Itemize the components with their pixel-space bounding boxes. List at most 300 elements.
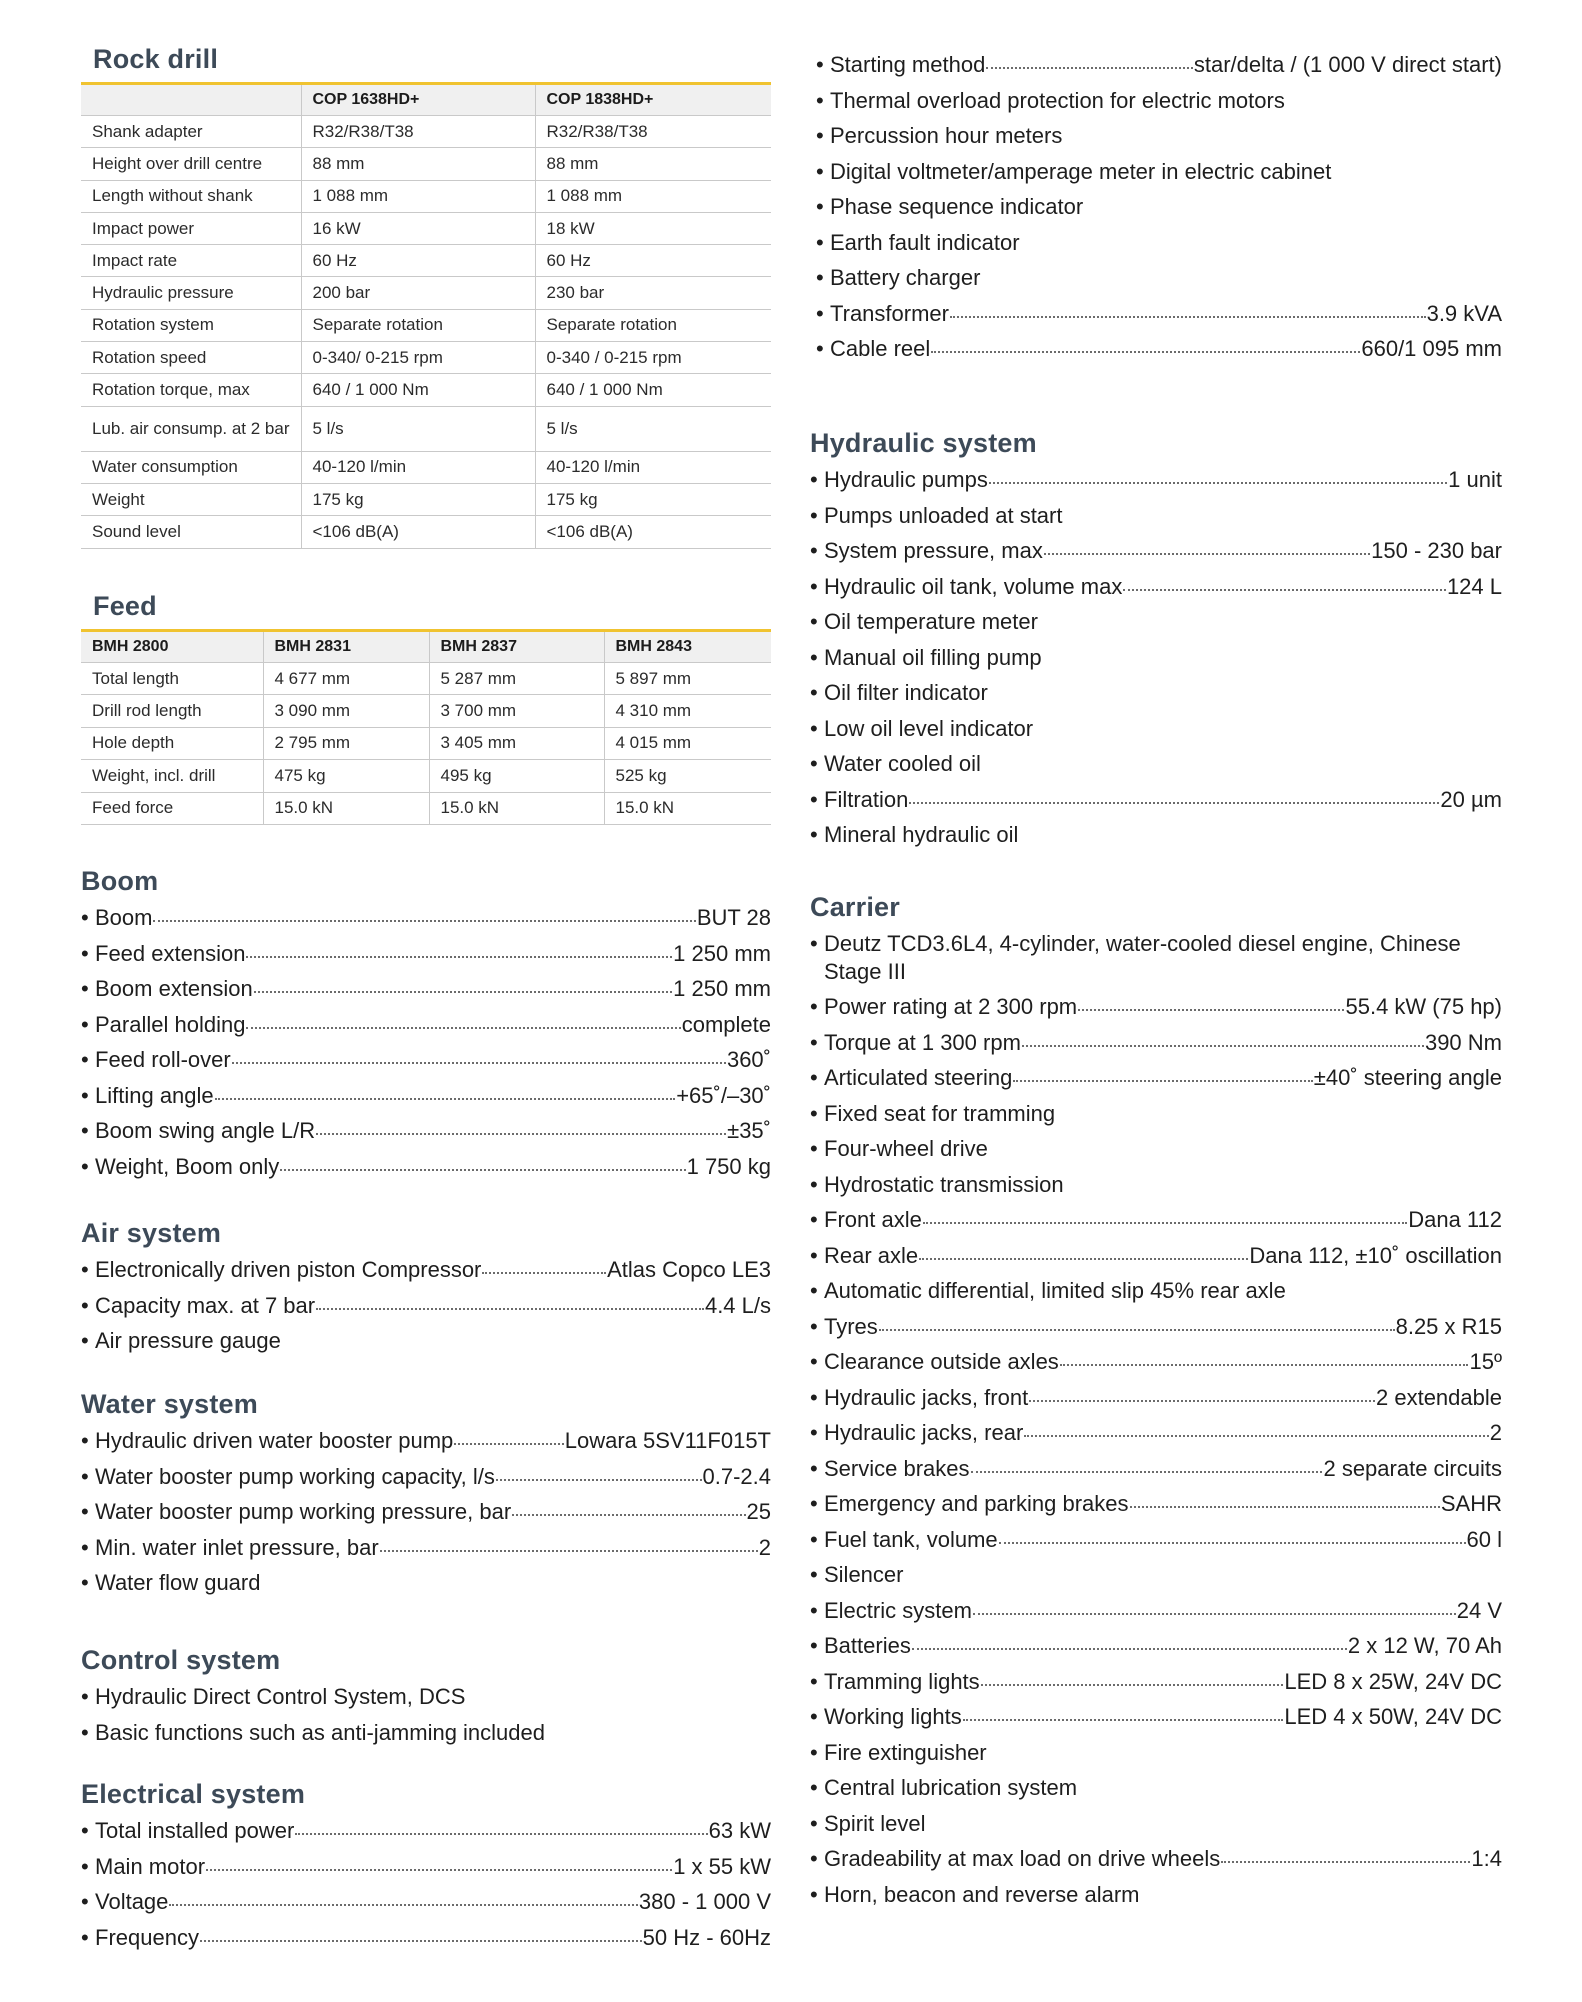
list-item <box>810 746 1502 782</box>
item-label: Hydraulic Direct Control System, DCS <box>95 1684 466 1709</box>
item-value: 2 x 12 W, 70 Ah <box>1347 1633 1502 1658</box>
item-label: Filtration <box>824 786 909 812</box>
item-label: Feed roll-over <box>95 1047 231 1072</box>
bullet-icon: • <box>810 609 818 634</box>
item-label: Voltage <box>95 1889 169 1914</box>
leader-dots <box>512 1514 745 1516</box>
cell-value: Separate rotation <box>535 309 771 341</box>
item-value: 1:4 <box>1471 1846 1502 1871</box>
item-label: Total installed power <box>95 1818 295 1843</box>
item-value: +65˚/–30˚ <box>676 1082 771 1108</box>
cell-value: 3 090 mm <box>263 695 429 727</box>
item-value: 20 µm <box>1440 786 1502 812</box>
bullet-icon: • <box>810 1065 818 1090</box>
list-item <box>816 296 1502 332</box>
item-label: Air pressure gauge <box>95 1328 281 1353</box>
list-item <box>81 1078 771 1114</box>
list-item <box>810 1380 1502 1416</box>
cell-value: 5 l/s <box>535 406 771 451</box>
bullet-icon: • <box>810 1278 818 1303</box>
row-label: Hole depth <box>81 727 263 759</box>
item-label: Hydraulic oil tank, volume max <box>824 573 1123 599</box>
list-item <box>810 640 1502 676</box>
list-item <box>810 817 1502 853</box>
leader-dots <box>1029 1400 1375 1402</box>
leader-dots <box>981 1684 1284 1686</box>
electrical-system-list <box>81 1813 771 1955</box>
list-item <box>810 926 1502 989</box>
leader-dots <box>1022 1045 1424 1047</box>
list-item <box>81 1459 771 1495</box>
list-item <box>810 1628 1502 1664</box>
bullet-icon: • <box>81 1499 89 1524</box>
leader-dots <box>200 1940 642 1942</box>
table-row <box>81 245 771 277</box>
leader-dots <box>973 1613 1456 1615</box>
list-item <box>81 1007 771 1043</box>
list-item <box>81 1252 771 1288</box>
bullet-icon: • <box>810 573 818 599</box>
column-header: BMH 2831 <box>263 631 429 663</box>
bullet-icon: • <box>81 1684 89 1709</box>
list-item <box>81 1288 771 1324</box>
item-label: Phase sequence indicator <box>830 194 1084 219</box>
cell-value: 200 bar <box>301 277 535 309</box>
leader-dots <box>280 1169 685 1171</box>
item-value: 50 Hz - 60Hz <box>642 1924 771 1950</box>
bullet-icon: • <box>810 1668 818 1694</box>
item-label: Digital voltmeter/amperage meter in electric cabinet <box>830 158 1332 184</box>
leader-dots <box>295 1833 707 1835</box>
bullet-icon: • <box>81 1463 89 1489</box>
item-label: Clearance outside axles <box>824 1349 1059 1374</box>
leader-dots <box>1123 589 1446 591</box>
leader-dots <box>989 482 1447 484</box>
cell-value: 3 405 mm <box>429 727 604 759</box>
bullet-icon: • <box>810 1171 818 1197</box>
bullet-icon: • <box>81 1011 89 1037</box>
air-system-list <box>81 1252 771 1359</box>
list-item <box>810 1664 1502 1700</box>
table-header-row <box>81 84 771 116</box>
leader-dots <box>971 1471 1323 1473</box>
item-value: 8.25 x R15 <box>1395 1313 1502 1339</box>
cell-value: 4 677 mm <box>263 663 429 695</box>
carrier-list <box>810 926 1502 1912</box>
item-label: Central lubrication system <box>824 1775 1078 1800</box>
item-label: Deutz TCD3.6L4, 4-cylinder, water-cooled diesel engine, Chinese Stage III <box>824 931 1461 984</box>
cell-value: 15.0 kN <box>429 792 604 824</box>
item-label: Water booster pump working capacity, l/s <box>95 1463 495 1489</box>
bullet-icon: • <box>81 1818 89 1843</box>
list-item <box>810 675 1502 711</box>
leader-dots <box>380 1550 758 1552</box>
table-header-row <box>81 631 771 663</box>
leader-dots <box>950 316 1426 318</box>
bullet-icon: • <box>81 1328 89 1353</box>
column-header: BMH 2837 <box>429 631 604 663</box>
item-value: 380 - 1 000 V <box>638 1889 771 1914</box>
item-value: Lowara 5SV11F015T <box>564 1428 771 1453</box>
hydraulic-system-list <box>810 462 1502 853</box>
bullet-icon: • <box>810 680 818 705</box>
list-item <box>810 498 1502 534</box>
list-item <box>810 1451 1502 1487</box>
list-item <box>810 1344 1502 1380</box>
row-label: Weight, incl. drill <box>81 760 263 792</box>
leader-dots <box>316 1308 704 1310</box>
item-value: ±35˚ <box>727 1118 771 1143</box>
list-item <box>810 1770 1502 1806</box>
row-label: Feed force <box>81 792 263 824</box>
leader-dots <box>206 1869 672 1871</box>
row-label: Length without shank <box>81 180 301 212</box>
table-row <box>81 451 771 483</box>
hydraulic-system-title: Hydraulic system <box>810 428 1037 458</box>
bullet-icon: • <box>81 1570 89 1595</box>
item-label: Tramming lights <box>824 1668 980 1694</box>
item-label: Spirit level <box>824 1810 926 1836</box>
list-item <box>816 118 1502 154</box>
item-label: Water flow guard <box>95 1570 261 1595</box>
row-label: Shank adapter <box>81 116 301 148</box>
item-label: Four-wheel drive <box>824 1136 988 1161</box>
bullet-icon: • <box>810 1455 818 1481</box>
item-label: Emergency and parking brakes <box>824 1491 1129 1516</box>
list-item <box>810 711 1502 747</box>
list-item <box>816 154 1502 190</box>
leader-dots <box>1013 1080 1312 1082</box>
item-label: Front axle <box>824 1207 922 1232</box>
cell-value: 495 kg <box>429 760 604 792</box>
cell-value: 60 Hz <box>535 245 771 277</box>
row-label: Weight <box>81 483 301 515</box>
bullet-icon: • <box>810 467 818 492</box>
bullet-icon: • <box>810 1207 818 1232</box>
row-label: Sound level <box>81 516 301 548</box>
bullet-icon: • <box>816 52 824 77</box>
list-item <box>81 1679 771 1715</box>
bullet-icon: • <box>810 822 818 847</box>
list-item <box>810 1486 1502 1522</box>
item-label: Oil filter indicator <box>824 680 988 705</box>
item-label: Tyres <box>824 1313 878 1339</box>
cell-value: 1 088 mm <box>535 180 771 212</box>
leader-dots <box>1024 1435 1488 1437</box>
item-label: Service brakes <box>824 1455 970 1481</box>
item-label: Horn, beacon and reverse alarm <box>824 1881 1140 1907</box>
list-item <box>810 1699 1502 1735</box>
bullet-icon: • <box>810 1242 818 1268</box>
item-label: Fuel tank, volume <box>824 1526 998 1552</box>
leader-dots <box>496 1479 702 1481</box>
cell-value: 15.0 kN <box>604 792 771 824</box>
leader-dots <box>1130 1506 1440 1508</box>
table-row <box>81 516 771 548</box>
leader-dots <box>963 1719 1284 1721</box>
item-value: ±40˚ steering angle <box>1313 1065 1502 1090</box>
bullet-icon: • <box>810 1846 818 1871</box>
bullet-icon: • <box>810 1029 818 1055</box>
column-header: BMH 2800 <box>81 631 263 663</box>
row-label: Drill rod length <box>81 695 263 727</box>
item-value: 150 - 230 bar <box>1371 538 1502 563</box>
item-label: Working lights <box>824 1704 962 1729</box>
cell-value: 525 kg <box>604 760 771 792</box>
bullet-icon: • <box>81 1428 89 1453</box>
list-item <box>810 782 1502 818</box>
list-item <box>810 1131 1502 1167</box>
list-item <box>81 1149 771 1185</box>
bullet-icon: • <box>81 1118 89 1143</box>
list-item <box>810 533 1502 569</box>
cell-value: 40-120 l/min <box>535 451 771 483</box>
cell-value: <106 dB(A) <box>535 516 771 548</box>
cell-value: R32/R38/T38 <box>535 116 771 148</box>
table-row <box>81 663 771 695</box>
item-value: BUT 28 <box>696 905 771 930</box>
list-item <box>810 1557 1502 1593</box>
leader-dots <box>1078 1009 1344 1011</box>
item-label: Hydraulic pumps <box>824 467 988 492</box>
item-label: Rear axle <box>824 1242 919 1268</box>
cell-value: 3 700 mm <box>429 695 604 727</box>
bullet-icon: • <box>81 1257 89 1282</box>
list-item <box>81 1849 771 1885</box>
cell-value: 60 Hz <box>301 245 535 277</box>
item-label: Frequency <box>95 1924 199 1950</box>
list-item <box>810 1415 1502 1451</box>
row-label: Impact power <box>81 212 301 244</box>
feed-title: Feed <box>93 591 157 621</box>
bullet-icon: • <box>816 300 824 326</box>
bullet-icon: • <box>816 87 824 113</box>
list-item <box>810 1841 1502 1877</box>
item-label: Manual oil filling pump <box>824 644 1042 670</box>
row-label: Rotation system <box>81 309 301 341</box>
bullet-icon: • <box>810 1384 818 1410</box>
item-value: 360˚ <box>726 1047 771 1072</box>
table-row <box>81 374 771 406</box>
item-value: 3.9 kVA <box>1426 300 1502 326</box>
table-row <box>81 727 771 759</box>
cell-value: 175 kg <box>535 483 771 515</box>
list-item <box>810 1060 1502 1096</box>
table-row <box>81 277 771 309</box>
item-label: Hydraulic driven water booster pump <box>95 1428 454 1453</box>
list-item <box>810 1096 1502 1132</box>
table-row <box>81 792 771 824</box>
leader-dots <box>999 1542 1466 1544</box>
bullet-icon: • <box>810 1491 818 1516</box>
item-value: LED 8 x 25W, 24V DC <box>1284 1668 1502 1694</box>
cell-value: 4 310 mm <box>604 695 771 727</box>
bullet-icon: • <box>816 194 824 219</box>
leader-dots <box>454 1443 563 1445</box>
table-row <box>81 309 771 341</box>
item-value: 1 750 kg <box>686 1153 771 1179</box>
list-item <box>81 1565 771 1601</box>
bullet-icon: • <box>810 1739 818 1765</box>
item-value: 1 unit <box>1448 467 1502 492</box>
water-system-title: Water system <box>81 1389 258 1419</box>
bullet-icon: • <box>81 1534 89 1560</box>
bullet-icon: • <box>810 1136 818 1161</box>
item-label: Lifting angle <box>95 1082 214 1108</box>
item-label: Fixed seat for tramming <box>824 1100 1056 1126</box>
item-label: Min. water inlet pressure, bar <box>95 1534 379 1560</box>
item-label: Boom <box>95 905 153 930</box>
leader-dots <box>923 1222 1407 1224</box>
list-item <box>816 225 1502 261</box>
table-row <box>81 116 771 148</box>
item-label: Electronically driven piston Compressor <box>95 1257 482 1282</box>
list-item <box>81 1813 771 1849</box>
item-value: 55.4 kW (75 hp) <box>1345 994 1502 1019</box>
column-header <box>81 84 301 116</box>
cell-value: 5 l/s <box>301 406 535 451</box>
table-row <box>81 406 771 451</box>
cell-value: 0-340/ 0-215 rpm <box>301 342 535 374</box>
item-label: Power rating at 2 300 rpm <box>824 994 1078 1019</box>
item-label: Oil temperature meter <box>824 609 1038 634</box>
table-row <box>81 212 771 244</box>
cell-value: 4 015 mm <box>604 727 771 759</box>
bullet-icon: • <box>810 994 818 1019</box>
leader-dots <box>912 1648 1347 1650</box>
bullet-icon: • <box>810 538 818 563</box>
bullet-icon: • <box>81 1853 89 1879</box>
list-item <box>81 1113 771 1149</box>
cell-value: 88 mm <box>535 148 771 180</box>
item-label: Hydraulic jacks, front <box>824 1384 1029 1410</box>
cell-value: 16 kW <box>301 212 535 244</box>
list-item <box>816 260 1502 296</box>
bullet-icon: • <box>810 1349 818 1374</box>
item-value: SAHR <box>1440 1491 1502 1516</box>
control-system-list <box>81 1679 771 1750</box>
item-label: Battery charger <box>830 265 981 290</box>
bullet-icon: • <box>810 1704 818 1729</box>
leader-dots <box>232 1062 726 1064</box>
item-label: Water booster pump working pressure, bar <box>95 1499 512 1524</box>
item-value: 1 x 55 kW <box>673 1853 771 1879</box>
item-label: Feed extension <box>95 940 246 966</box>
boom-title: Boom <box>81 866 159 896</box>
list-item <box>81 1715 771 1751</box>
item-value: Atlas Copco LE3 <box>607 1257 771 1282</box>
bullet-icon: • <box>81 1292 89 1318</box>
item-value: 2 <box>1489 1420 1502 1445</box>
list-item <box>810 1238 1502 1274</box>
boom-list <box>81 900 771 1184</box>
bullet-icon: • <box>816 123 824 148</box>
list-item <box>81 1323 771 1359</box>
bullet-icon: • <box>810 786 818 812</box>
item-label: Pumps unloaded at start <box>824 502 1063 528</box>
item-label: Hydraulic jacks, rear <box>824 1420 1024 1445</box>
cell-value: 2 795 mm <box>263 727 429 759</box>
item-label: Hydrostatic transmission <box>824 1171 1064 1197</box>
cell-value: 475 kg <box>263 760 429 792</box>
bullet-icon: • <box>81 976 89 1001</box>
bullet-icon: • <box>816 336 824 361</box>
bullet-icon: • <box>816 265 824 290</box>
item-value: complete <box>681 1011 771 1037</box>
list-item <box>81 936 771 972</box>
row-label: Total length <box>81 663 263 695</box>
bullet-icon: • <box>810 931 818 956</box>
item-value: Dana 112 <box>1408 1207 1502 1232</box>
leader-dots <box>246 1027 680 1029</box>
leader-dots <box>879 1329 1395 1331</box>
list-item <box>810 1025 1502 1061</box>
bullet-icon: • <box>810 1420 818 1445</box>
bullet-icon: • <box>810 1633 818 1658</box>
column-header: COP 1838HD+ <box>535 84 771 116</box>
cell-value: Separate rotation <box>301 309 535 341</box>
list-item <box>810 569 1502 605</box>
electrical-system-title: Electrical system <box>81 1779 306 1809</box>
item-label: Basic functions such as anti-jamming included <box>95 1719 546 1745</box>
item-label: Water cooled oil <box>824 751 981 776</box>
bullet-icon: • <box>810 1810 818 1836</box>
bullet-icon: • <box>810 1100 818 1126</box>
leader-dots <box>1221 1861 1470 1863</box>
list-item <box>810 1735 1502 1771</box>
item-label: Starting method <box>830 52 986 77</box>
item-value: 4.4 L/s <box>704 1292 771 1318</box>
leader-dots <box>919 1258 1248 1260</box>
bullet-icon: • <box>810 715 818 741</box>
item-label: Mineral hydraulic oil <box>824 822 1019 847</box>
leader-dots <box>316 1133 726 1135</box>
item-value: 390 Nm <box>1424 1029 1502 1055</box>
list-item <box>816 83 1502 119</box>
bullet-icon: • <box>810 1775 818 1800</box>
list-item <box>810 1167 1502 1203</box>
item-value: 24 V <box>1456 1597 1502 1623</box>
cell-value: 18 kW <box>535 212 771 244</box>
leader-dots <box>1044 553 1370 555</box>
item-value: 60 l <box>1466 1526 1502 1552</box>
list-item <box>810 989 1502 1025</box>
bullet-icon: • <box>810 1562 818 1587</box>
item-value: 124 L <box>1446 573 1502 599</box>
bullet-icon: • <box>81 1889 89 1914</box>
item-label: Main motor <box>95 1853 206 1879</box>
item-value: 1 250 mm <box>673 976 771 1001</box>
cell-value: <106 dB(A) <box>301 516 535 548</box>
bullet-icon: • <box>81 940 89 966</box>
column-header: BMH 2843 <box>604 631 771 663</box>
rock-drill-title: Rock drill <box>93 44 219 74</box>
list-item <box>810 1593 1502 1629</box>
row-label: Lub. air consump. at 2 bar <box>81 406 301 451</box>
list-item <box>81 1920 771 1956</box>
leader-dots <box>909 802 1439 804</box>
item-value: 1 250 mm <box>673 940 771 966</box>
item-value: LED 4 x 50W, 24V DC <box>1284 1704 1502 1729</box>
cell-value: 5 287 mm <box>429 663 604 695</box>
item-value: 0.7-2.4 <box>702 1463 771 1489</box>
item-label: Automatic differential, limited slip 45% rear axle <box>824 1278 1286 1303</box>
cell-value: 230 bar <box>535 277 771 309</box>
table-row <box>81 342 771 374</box>
bullet-icon: • <box>816 158 824 184</box>
bullet-icon: • <box>81 1047 89 1072</box>
list-item <box>816 189 1502 225</box>
